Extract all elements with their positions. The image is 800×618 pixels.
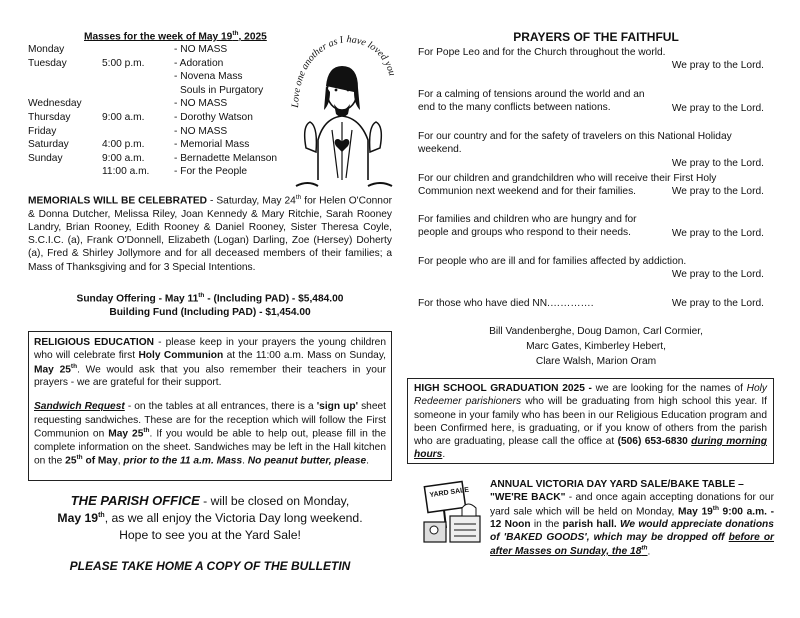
mass-time: 9:00 a.m. (102, 111, 145, 123)
prayer-item: For families and children who are hungry and for people and groups who respond to their needs. We pray to the Lord. (418, 214, 764, 239)
mass-day: Sunday (28, 152, 63, 164)
prayers-title: PRAYERS OF THE FAITHFUL (513, 30, 679, 44)
mass-day: Thursday (28, 111, 71, 123)
mass-day: Tuesday (28, 57, 67, 69)
prayer-item: For our country and for the safety of travelers on this National Holiday weekend. We pray to the Lord. (418, 131, 764, 169)
mass-intention: Souls in Purgatory (180, 84, 264, 96)
memorials-paragraph: MEMORIALS WILL BE CELEBRATED - Saturday, May 24th for Helen O'Connor & Donna Dutcher, Melissa Riley, Joan Kennedy & Mary Ritchie, Sarah Rooney Landry, Brian Rooney, Edith Rooney & Daniel Rooney, Sister Theresa Coyle, S.C.I.C. (a), Frank O'Donnell, Elizabeth (Logan) Darling, Zoe (Hersey) Doherty (a), Fred & Shirley Jollymore and for all deceased members of their families; a Mass of Thanksgiving and for 3 Special Intentions. (28, 194, 393, 273)
sunday-offering: Sunday Offering - May 11th - (Including PAD) - $5,484.00 (76, 292, 344, 305)
parish-office-notice: THE PARISH OFFICE - will be closed on Monday, May 19th, as we all enjoy the Victoria Day long weekend. Hope to see you at the Yard Sale! (57, 493, 363, 543)
prayer-item: For people who are ill and for families affected by addiction. We pray to the Lord. (418, 256, 764, 281)
prayer-item: For a calming of tensions around the world and an end to the many conflicts between nations. We pray to the Lord. (418, 89, 764, 114)
mass-day: Monday (28, 44, 65, 55)
mass-intention: - NO MASS (174, 44, 228, 55)
mass-intention: - NO MASS (174, 98, 228, 110)
prayer-response: We pray to the Lord. (671, 186, 764, 197)
mass-day: Friday (28, 125, 57, 137)
mass-intention: - For the People (174, 166, 248, 178)
mass-intention: - Dorothy Watson (174, 111, 253, 123)
mass-day: Saturday (28, 139, 69, 151)
mass-day: Wednesday (28, 98, 82, 110)
jesus-illustration (288, 30, 398, 190)
mass-time: 4:00 p.m. (102, 139, 145, 151)
svg-text:YARD SALE: YARD SALE (429, 486, 470, 500)
religious-education-box (28, 331, 392, 481)
take-home-notice: PLEASE TAKE HOME A COPY OF THE BULLETIN (69, 559, 351, 573)
offering-totals (28, 292, 392, 319)
building-fund: Building Fund (Including PAD) - $1,454.00 (109, 306, 311, 318)
yard-sale-notice: ANNUAL VICTORIA DAY YARD SALE/BAKE TABLE – "WE'RE BACK" - and once again accepting donations for our yard sale which will be held on Monday, May 19th 9:00 a.m. - 12 Noon in the parish hall. We would appreciate donations of 'BAKED GOODS', which may be dropped off before or after Masses on Sunday, the 18th. (490, 479, 775, 558)
graduation-box: HIGH SCHOOL GRADUATION 2025 - we are looking for the names of Holy Redeemer parishioners who will be graduating from high school this year. If someone in your family who has been in our Religious Education program and been Confirmed here, is graduating, or if you know of others from the parish who are graduating, please call the office at (506) 653-6830 during morning hours. (407, 378, 774, 464)
prayer-item: For Pope Leo and for the Church throughout the world. We pray to the Lord. (418, 47, 764, 72)
masses-title: Masses for the week of May 19th, 2025 (84, 30, 267, 43)
religious-education-text: RELIGIOUS EDUCATION - please keep in your prayers the young children who will celebrate first Holy Communion at the 11:00 a.m. Mass on Sunday, May 25th. We would ask that you also remember their teachers in your prayers - we are grateful for their support. (34, 337, 387, 389)
mass-intention: - NO MASS (174, 125, 228, 137)
image-caption: Love one another as I have loved you (289, 34, 398, 109)
prayer-item: For those who have died NN.…………. We pray to the Lord. (418, 298, 764, 309)
mass-intention: - Novena Mass (174, 71, 243, 83)
prayer-item: For our children and grandchildren who will receive their First Holy Communion next weekend and for their families. (418, 173, 717, 198)
mass-time: 5:00 p.m. (102, 57, 145, 69)
prayer-names: Bill Vandenberghe, Doug Damon, Carl Cormier, Marc Gates, Kimberley Hebert, Clare Walsh, Marion Oram (489, 326, 703, 367)
mass-time: 11:00 a.m. (102, 166, 150, 178)
sandwich-request-text: Sandwich Request - on the tables at all entrances, there is a 'sign up' sheet requesting sandwiches. These are for the reception which will follow the First Communion on May 25th. If you would be able to help out, please fill in the complete information on the sheet. Sandwiches may be left in the Hall kitchen on the 25th of May, prior to the 11 a.m. Mass. No peanut butter, please. (34, 401, 386, 467)
mass-intention: - Adoration (174, 57, 224, 69)
mass-intention: - Bernadette Melanson (174, 152, 278, 164)
mass-intention: - Memorial Mass (174, 139, 250, 151)
mass-time: 9:00 a.m. (102, 152, 145, 164)
